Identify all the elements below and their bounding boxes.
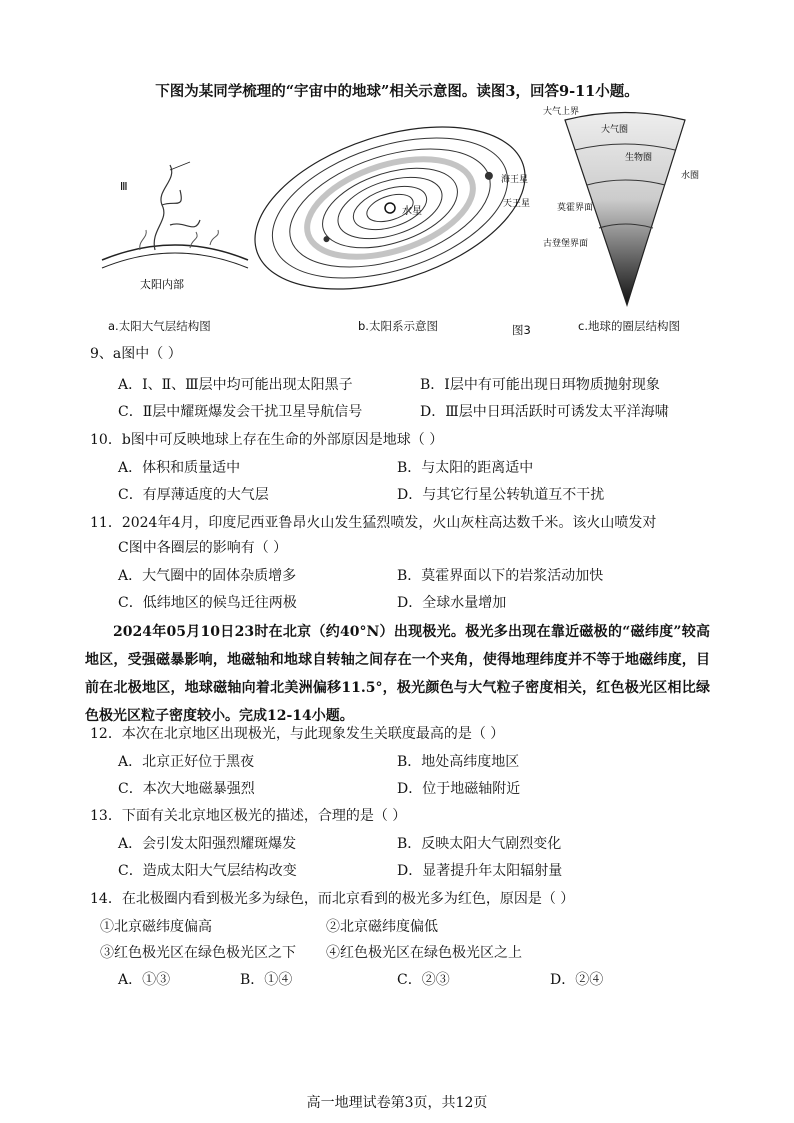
question-10-option-a[interactable]: A．体积和质量适中 bbox=[118, 460, 241, 476]
caption-c: c.地球的圈层结构图 bbox=[578, 319, 680, 333]
question-14-statement-2: ②北京磁纬度偏低 bbox=[326, 919, 438, 935]
question-11-option-c[interactable]: C．低纬地区的候鸟迁往两极 bbox=[118, 595, 297, 611]
question-9-stem: 9、a图中（ ） bbox=[90, 346, 182, 362]
question-13-stem: 13．下面有关北京地区极光的描述，合理的是（ ） bbox=[90, 808, 407, 824]
question-9-option-a[interactable]: A．Ⅰ、Ⅱ、Ⅲ层中均可能出现太阳黑子 bbox=[118, 377, 353, 393]
neptune-label: 海王星 bbox=[501, 175, 529, 185]
question-12-stem: 12．本次在北京地区出现极光，与此现象发生关联度最高的是（ ） bbox=[90, 726, 505, 742]
atmosphere-label: 大气圈 bbox=[601, 125, 629, 135]
question-14-option-d[interactable]: D．②④ bbox=[550, 972, 604, 988]
question-14-option-c[interactable]: C．②③ bbox=[397, 972, 450, 988]
sun-icon bbox=[384, 202, 397, 215]
layer-label-iii: Ⅲ bbox=[120, 180, 128, 193]
question-10-option-c[interactable]: C．有厚薄适度的大气层 bbox=[118, 487, 269, 503]
question-9-option-b[interactable]: B．Ⅰ层中有可能出现日珥物质抛射现象 bbox=[420, 377, 660, 393]
question-11-option-b[interactable]: B．莫霍界面以下的岩浆活动加快 bbox=[397, 568, 604, 584]
solar-system-diagram bbox=[245, 108, 535, 308]
question-9-option-d[interactable]: D．Ⅲ层中日珥活跃时可诱发太平洋海啸 bbox=[420, 404, 669, 420]
question-11-option-d[interactable]: D．全球水量增加 bbox=[397, 595, 507, 611]
question-12-option-a[interactable]: A．北京正好位于黑夜 bbox=[118, 754, 255, 770]
question-14-statement-1: ①北京磁纬度偏高 bbox=[100, 919, 212, 935]
question-10-option-b[interactable]: B．与太阳的距离适中 bbox=[397, 460, 534, 476]
mercury-label: 水星 bbox=[402, 206, 422, 217]
moho-label: 莫霍界面 bbox=[557, 203, 594, 213]
question-14-stem: 14．在北极圈内看到极光多为绿色，而北京看到的极光多为红色，原因是（ ） bbox=[90, 891, 575, 907]
gutenberg-label: 古登堡界面 bbox=[543, 239, 589, 249]
question-13-option-a[interactable]: A．会引发太阳强烈耀斑爆发 bbox=[118, 836, 297, 852]
question-10-stem: 10．b图中可反映地球上存在生命的外部原因是地球（ ） bbox=[90, 432, 444, 448]
question-10-option-d[interactable]: D．与其它行星公转轨道互不干扰 bbox=[397, 487, 605, 503]
biosphere-label: 生物圈 bbox=[625, 153, 653, 163]
question-14-option-b[interactable]: B．①④ bbox=[240, 972, 293, 988]
upper-atmosphere-label: 大气上界 bbox=[543, 107, 580, 117]
question-12-option-d[interactable]: D．位于地磁轴附近 bbox=[397, 781, 521, 797]
figure-number: 图3 bbox=[512, 323, 531, 337]
question-12-option-c[interactable]: C．本次大地磁暴强烈 bbox=[118, 781, 255, 797]
question-14-option-a[interactable]: A．①③ bbox=[118, 972, 171, 988]
question-11-stem-line1: 11．2024年4月，印度尼西亚鲁昂火山发生猛烈喷发，火山灰柱高达数千米。该火山喷发对 bbox=[90, 515, 657, 531]
hydrosphere-label: 水圈 bbox=[681, 171, 700, 181]
caption-a: a.太阳大气层结构图 bbox=[108, 319, 211, 333]
question-12-option-b[interactable]: B．地处高纬度地区 bbox=[397, 754, 520, 770]
uranus-label: 天王星 bbox=[503, 199, 531, 209]
question-14-statement-3: ③红色极光区在绿色极光区之下 bbox=[100, 945, 296, 961]
figure-intro: 下图为某同学梳理的“宇宙中的地球”相关示意图。读图3，回答9-11小题。 bbox=[155, 83, 639, 100]
caption-b: b.太阳系示意图 bbox=[358, 319, 438, 333]
question-11-option-a[interactable]: A．大气圈中的固体杂质增多 bbox=[118, 568, 297, 584]
solar-atmosphere-diagram bbox=[100, 150, 250, 320]
question-9-option-c[interactable]: C．Ⅱ层中耀斑爆发会干扰卫星导航信号 bbox=[118, 404, 363, 420]
page-footer: 高一地理试卷第3页，共12页 bbox=[306, 1095, 488, 1111]
sun-interior-label: 太阳内部 bbox=[140, 278, 184, 291]
question-13-option-d[interactable]: D．显著提升年太阳辐射量 bbox=[397, 863, 563, 879]
question-13-option-c[interactable]: C．造成太阳大气层结构改变 bbox=[118, 863, 297, 879]
question-14-statement-4: ④红色极光区在绿色极光区之上 bbox=[326, 945, 522, 961]
passage-aurora: 2024年05月10日23时在北京（约40°N）出现极光。极光多出现在靠近磁极的“磁纬度”较高地区，受强磁暴影响，地磁轴和地球自转轴之间存在一个夹角，使得地理纬度并不等于地磁纬度，目前在北极地区，地球磁轴向着北美洲偏移11.5°，极光颜色与大气粒子密度相关，红色极光区相比绿色极光区粒子密度较小。完成12-14小题。 bbox=[85, 624, 710, 724]
earth-spheres-diagram bbox=[535, 100, 715, 315]
question-11-stem-line2: C图中各圈层的影响有（ ） bbox=[118, 540, 288, 556]
question-13-option-b[interactable]: B．反映太阳大气剧烈变化 bbox=[397, 836, 562, 852]
